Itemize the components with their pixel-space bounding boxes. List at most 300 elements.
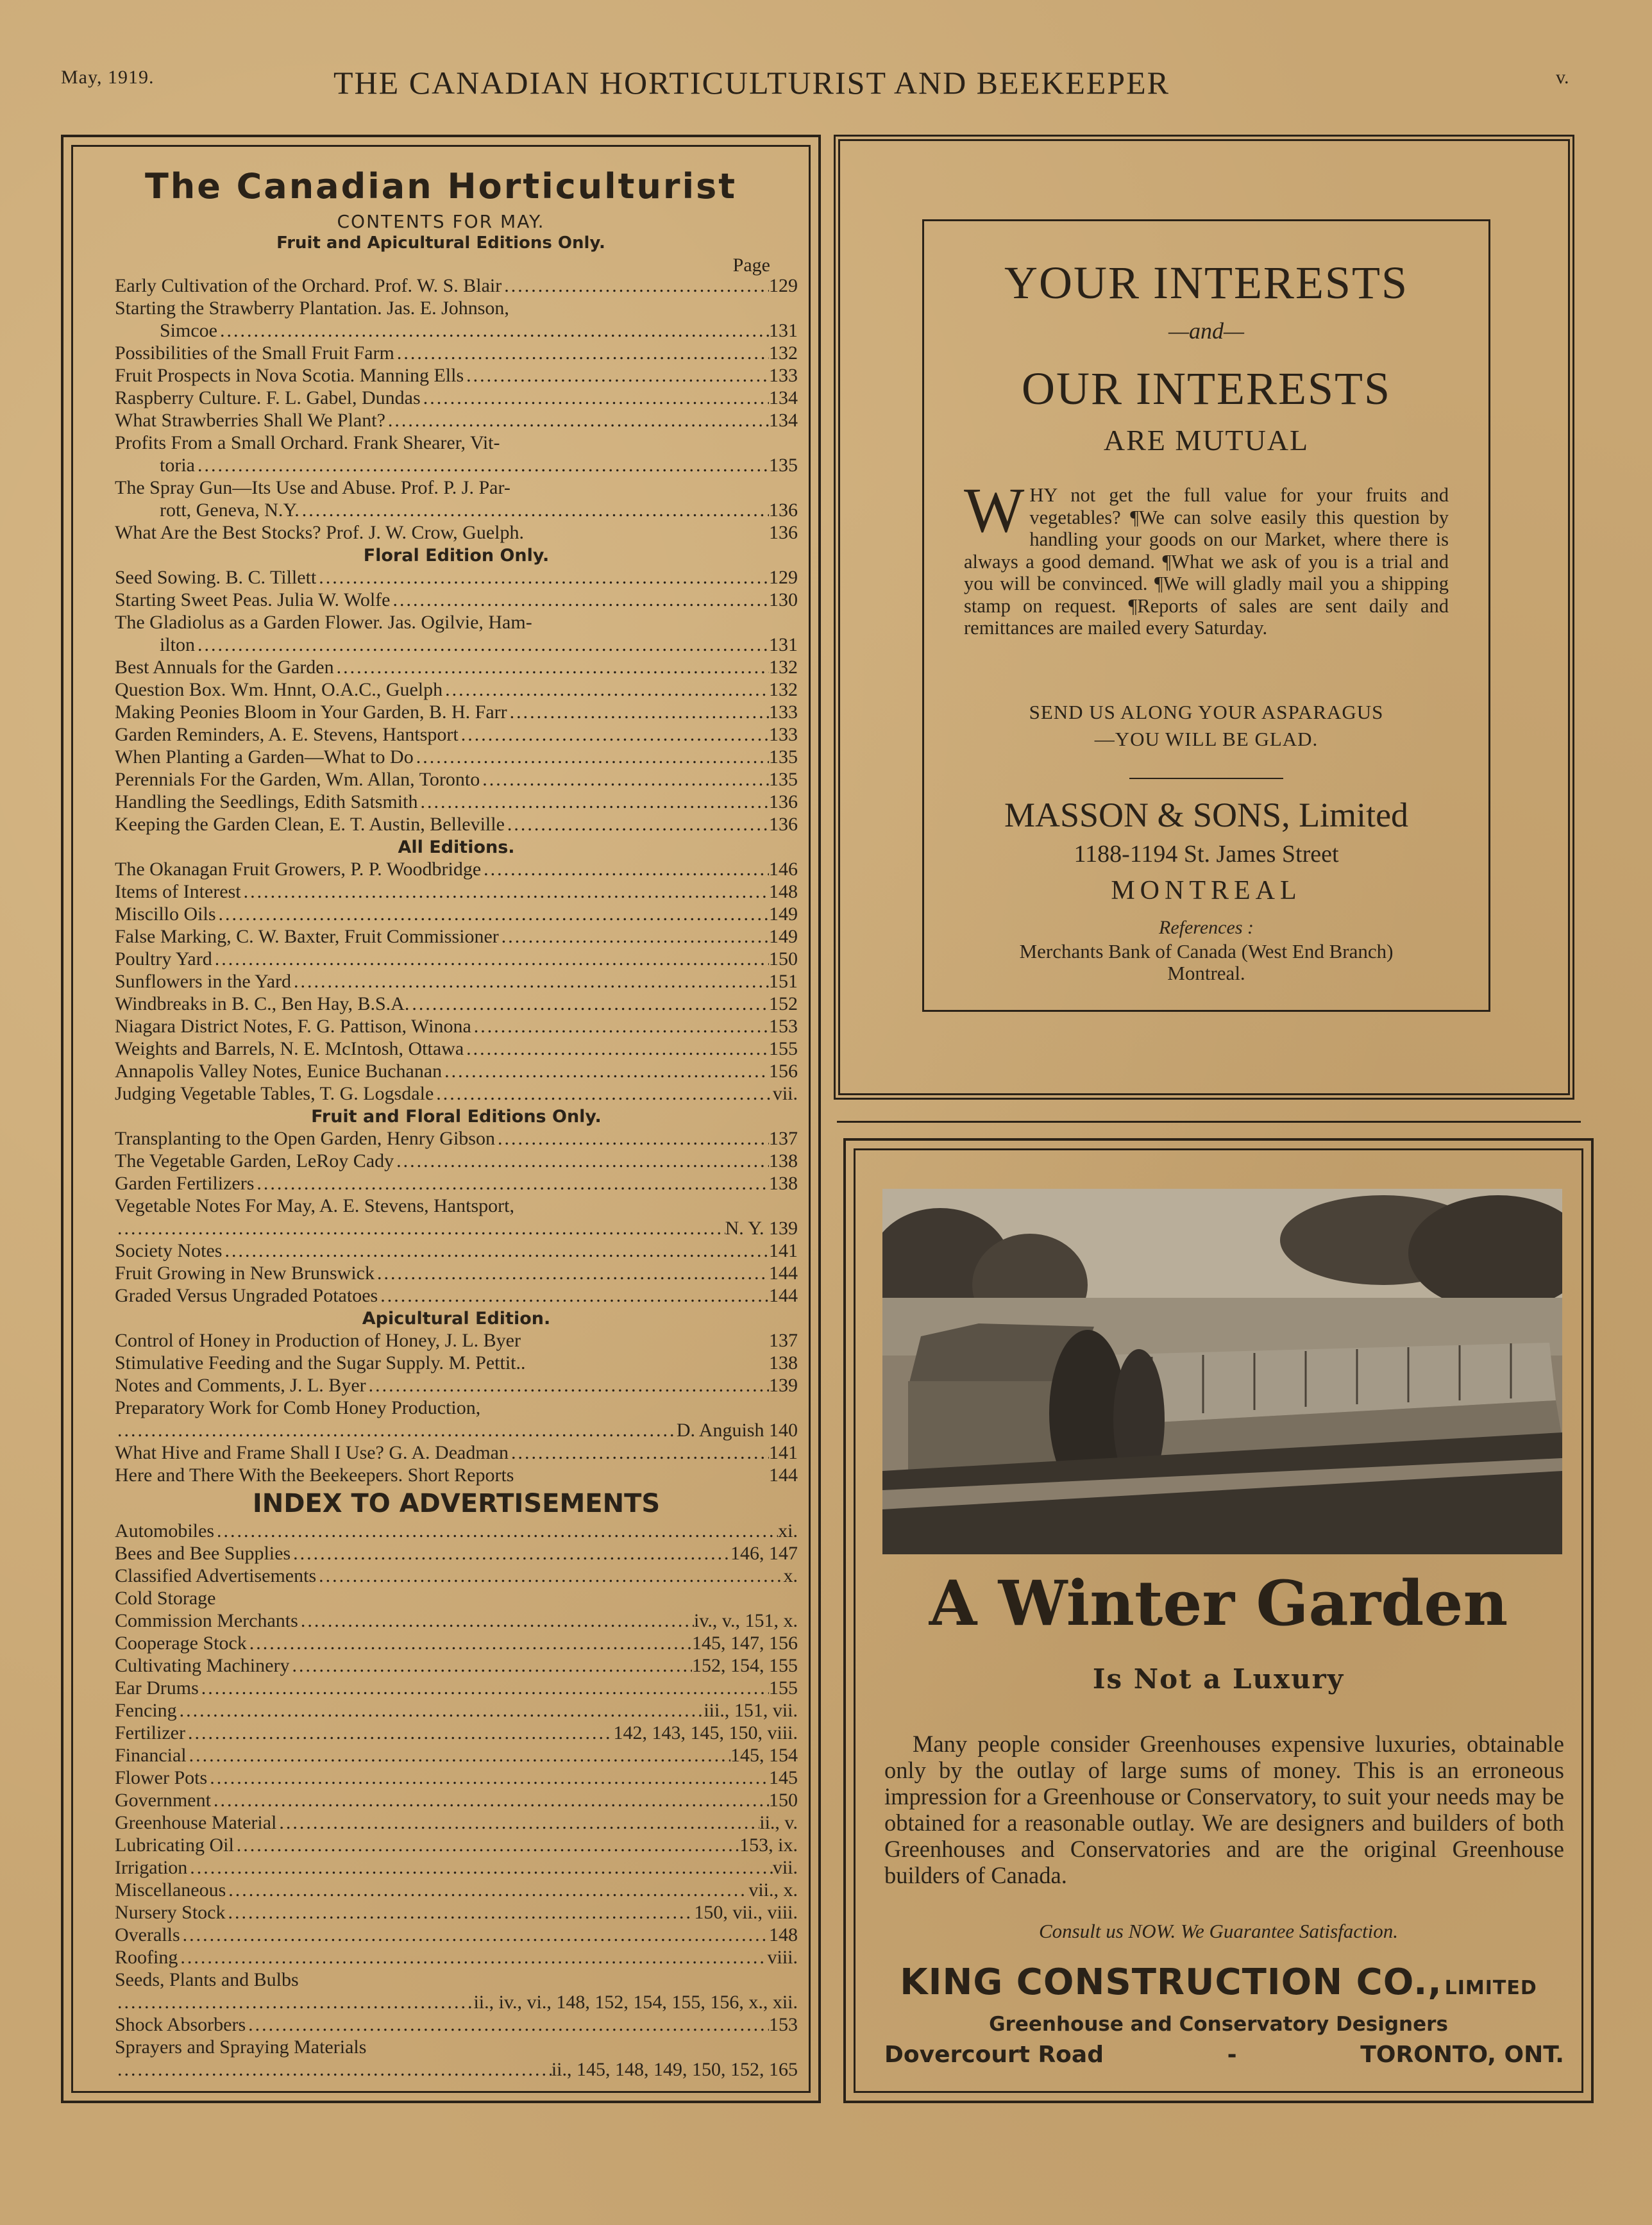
contents-entry-leader-dots	[459, 724, 769, 746]
contents-entry-leader-dots	[316, 567, 769, 589]
contents-entry	[115, 410, 798, 432]
contents-entry	[115, 275, 798, 298]
contents-entry-page: 146	[769, 859, 798, 880]
contents-entry-title: Graded Versus Ungraded Potatoes	[115, 1285, 378, 1306]
advertisement-index-entry-title: Greenhouse Material	[115, 1812, 277, 1833]
contents-entry-page: 152	[769, 993, 798, 1014]
advertisement-index-entry-leader-dots	[177, 1700, 704, 1722]
contents-entry	[115, 1465, 798, 1487]
advertisement-index-entry-leader-dots	[115, 1992, 473, 2013]
advertisement-index-heading: INDEX TO ADVERTISEMENTS	[252, 1489, 661, 1518]
advertisement-index-entry	[115, 1992, 798, 2014]
advertisement-index-entry-title: Commission Merchants	[115, 1610, 298, 1631]
contents-entry-leader-dots	[217, 320, 769, 342]
contents-entry-title: What Strawberries Shall We Plant?	[115, 410, 385, 431]
masson-firm-name: MASSON & SONS, Limited	[1004, 796, 1409, 834]
contents-entry-leader-dots	[222, 1240, 769, 1262]
advertisement-index-entry-title: Classified Advertisements	[115, 1565, 317, 1586]
king-address-row	[884, 2042, 1564, 2068]
contents-entry-page: 149	[769, 926, 798, 947]
contents-subtitle: CONTENTS FOR MAY.	[337, 211, 545, 232]
contents-entry	[115, 769, 798, 791]
contents-entry	[115, 724, 798, 746]
contents-section-heading: Fruit and Floral Editions Only.	[311, 1107, 602, 1127]
contents-entry-page: 129	[769, 275, 798, 296]
contents-entry-leader-dots	[212, 948, 769, 970]
contents-entry	[115, 1218, 798, 1240]
advertisement-index-entry-title: Seeds, Plants and Bulbs	[115, 1969, 299, 1990]
contents-entry-title: Sunflowers in the Yard	[115, 971, 291, 992]
contents-entry-page: 150	[769, 948, 798, 970]
advertisement-index-entry-page: 150, vii., viii.	[694, 1902, 798, 1923]
contents-entry-page: 131	[769, 634, 798, 655]
advertisement-index-entry-page: 145, 154	[730, 1745, 798, 1766]
masson-headline-3: ARE MUTUAL	[1103, 424, 1310, 457]
contents-title: The Canadian Horticulturist	[144, 166, 738, 206]
advertisement-index-entry-leader-dots	[207, 1767, 769, 1789]
contents-entry	[115, 1263, 798, 1285]
contents-entry	[115, 948, 798, 971]
advertisement-index-entry-page: 153, ix.	[739, 1835, 798, 1856]
contents-entry	[115, 791, 798, 814]
contents-entry-page: 138	[769, 1352, 798, 1373]
contents-entry	[115, 746, 798, 769]
advertisement-index-entry-leader-dots	[298, 1610, 694, 1632]
contents-entry-title: Seed Sowing. B. C. Tillett	[115, 567, 317, 588]
masson-advertisement	[834, 135, 1574, 1100]
advertisement-index-entry-leader-dots	[289, 1655, 692, 1677]
advertisement-index-entry-leader-dots	[187, 1745, 730, 1767]
advertisement-index-entry-leader-dots	[211, 1790, 769, 1811]
advertisement-index-entry-page: vii., x.	[748, 1879, 798, 1901]
advertisement-index-entry	[115, 1790, 798, 1812]
contents-entry-leader-dots	[334, 657, 769, 678]
contents-entry-title: Judging Vegetable Tables, T. G. Logsdale	[115, 1083, 434, 1104]
advertisement-index-entry	[115, 1588, 798, 1610]
advertisement-index-entry	[115, 1812, 798, 1835]
contents-entry-page: 133	[769, 724, 798, 745]
contents-entry	[115, 634, 798, 657]
advertisement-index-entry-title: Financial	[115, 1745, 187, 1766]
contents-entry	[115, 859, 798, 881]
contents-entry	[115, 342, 798, 365]
masson-headline-2: OUR INTERESTS	[1021, 363, 1392, 414]
masson-send-line-2: —YOU WILL BE GLAD.	[1094, 728, 1319, 750]
contents-entry	[115, 679, 798, 701]
contents-entry-page: 132	[769, 342, 798, 364]
king-body: Many people consider Greenhouses expensive luxuries, obtainable only by the outlay of large sums of money. This is an erroneous impression for a Greenhouse or Conservatory, to suit your needs may be obtained for a reasonable outlay. We are designers and builders of both Greenhouses and Conservatories and are the original Greenhouse builders of Canada.	[884, 1731, 1564, 1888]
advertisement-index-entry	[115, 1520, 798, 1543]
advertisement-index-entry	[115, 1947, 798, 1969]
contents-entry	[115, 971, 798, 993]
contents-entry	[115, 993, 798, 1016]
masson-bank: Merchants Bank of Canada (West End Branch)	[1019, 940, 1394, 962]
contents-section-heading: Floral Edition Only.	[363, 546, 550, 566]
contents-entry-page: 134	[769, 410, 798, 431]
contents-entry	[115, 1016, 798, 1038]
contents-entry	[115, 567, 798, 589]
king-firm-name: KING CONSTRUCTION CO.,	[900, 1961, 1442, 2003]
king-firm-line	[856, 1961, 1581, 2003]
contents-entry-leader-dots	[241, 881, 769, 903]
contents-entry-leader-dots	[414, 746, 769, 768]
contents-edition-note: Fruit and Apicultural Editions Only.	[276, 233, 605, 253]
journal-title: THE CANADIAN HORTICULTURIST AND BEEKEEPER	[333, 65, 1170, 101]
advertisement-index-entry-title: Overalls	[115, 1924, 180, 1945]
contents-entry	[115, 1442, 798, 1465]
contents-entry-leader-dots	[409, 993, 769, 1015]
advertisement-index-entry-title: Lubricating Oil	[115, 1835, 234, 1856]
contents-entry	[115, 1352, 798, 1375]
contents-entry-leader-dots	[442, 1061, 769, 1082]
contents-entry	[115, 500, 798, 522]
masson-drop-cap: W	[964, 474, 1025, 546]
contents-entry-title: rott, Geneva, N.Y.	[160, 500, 299, 521]
contents-entry-title: Here and There With the Beekeepers. Short Reports	[115, 1465, 514, 1486]
contents-entry-page: 133	[769, 365, 798, 386]
contents-entry-leader-dots	[366, 1375, 769, 1397]
king-description: Greenhouse and Conservatory Designers	[989, 2013, 1448, 2036]
contents-entry-page: 135	[769, 455, 798, 476]
advertisement-index-entry	[115, 1924, 798, 1947]
contents-entry-page: 136	[769, 500, 798, 521]
advertisement-index-entry-title: Ear Drums	[115, 1677, 199, 1699]
contents-entry	[115, 1420, 798, 1442]
contents-entry-title: Miscillo Oils	[115, 903, 216, 925]
contents-entry-page: 133	[769, 701, 798, 723]
contents-entry-leader-dots	[299, 500, 769, 521]
advertisement-index-entry	[115, 2036, 798, 2059]
king-dash: -	[1227, 2042, 1237, 2068]
contents-entry-page: 134	[769, 387, 798, 408]
advertisement-index-entry-page: 148	[769, 1924, 798, 1945]
contents-entry-page: 131	[769, 320, 798, 341]
masson-address: 1188-1194 St. James Street	[1074, 841, 1339, 868]
advertisement-index-entry-title: Cold Storage	[115, 1588, 216, 1609]
contents-entry-title: Fruit Growing in New Brunswick	[115, 1263, 375, 1284]
advertisement-index-entry-page: x.	[783, 1565, 798, 1586]
masson-headline-1: YOUR INTERESTS	[1004, 257, 1408, 308]
contents-entry	[115, 1038, 798, 1061]
contents-entry-leader-dots	[417, 791, 769, 813]
contents-entry-page: 139	[769, 1375, 798, 1396]
contents-entry	[115, 365, 798, 387]
king-headline: A Winter Garden	[929, 1567, 1508, 1640]
contents-entry-title: Items of Interest	[115, 881, 241, 902]
masson-and: —and—	[1168, 318, 1245, 344]
contents-entry-title: Simcoe	[160, 320, 217, 341]
contents-page-label: Page	[732, 255, 770, 276]
advertisement-index-entry	[115, 2014, 798, 2036]
contents-entry-leader-dots	[115, 1420, 677, 1441]
advertisement-index-entry-page: viii.	[767, 1947, 798, 1968]
advertisement-index-entry	[115, 1655, 798, 1677]
advertisement-index-entry-leader-dots	[185, 1722, 614, 1744]
contents-entry-title: Notes and Comments, J. L. Byer	[115, 1375, 366, 1396]
contents-entry-title: Raspberry Culture. F. L. Gabel, Dundas	[115, 387, 421, 408]
advertisement-index-entry	[115, 1543, 798, 1565]
king-firm-suffix: LIMITED	[1444, 1977, 1537, 1999]
contents-entry	[115, 589, 798, 612]
advertisement-index-entry-title: Fertilizer	[115, 1722, 185, 1743]
advertisement-index-entry-leader-dots	[291, 1543, 730, 1565]
advertisement-index-entry-title: Irrigation	[115, 1857, 188, 1878]
contents-entry	[115, 1150, 798, 1173]
contents-entry-page: 144	[769, 1263, 798, 1284]
advertisement-index-entry-title: Miscellaneous	[115, 1879, 226, 1901]
contents-entry-leader-dots	[481, 859, 769, 880]
advertisement-index-entry-leader-dots	[214, 1520, 778, 1542]
contents-entry-leader-dots	[291, 971, 769, 993]
contents-entry	[115, 1195, 798, 1218]
advertisement-index-entry-title: Roofing	[115, 1947, 178, 1968]
king-street: Dovercourt Road	[884, 2042, 1104, 2068]
advertisement-index-entry-page: 152, 154, 155	[692, 1655, 798, 1676]
advertisement-index-entry	[115, 1969, 798, 1992]
contents-entry-page: 141	[769, 1240, 798, 1261]
king-construction-advertisement	[843, 1138, 1594, 2103]
contents-entry	[115, 1285, 798, 1307]
contents-entry-title: Possibilities of the Small Fruit Farm	[115, 342, 394, 364]
advertisement-index-entry	[115, 1879, 798, 1902]
advertisement-index-entry-title: Cultivating Machinery	[115, 1655, 290, 1676]
advertisement-index-entry-page: ii., 145, 148, 149, 150, 152, 165	[551, 2059, 798, 2080]
contents-entry	[115, 455, 798, 477]
masson-send-line-1: SEND US ALONG YOUR ASPARAGUS	[1029, 701, 1384, 723]
contents-entry-leader-dots	[509, 1442, 769, 1464]
contents-entry-leader-dots	[471, 1016, 769, 1037]
contents-entry	[115, 1397, 798, 1420]
contents-entry	[115, 1240, 798, 1263]
advertisement-index-entry-title: Automobiles	[115, 1520, 214, 1541]
advertisement-index-entry	[115, 1722, 798, 1745]
masson-bank-city: Montreal.	[1167, 962, 1245, 984]
contents-entry-title: Best Annuals for the Garden	[115, 657, 334, 678]
king-city: TORONTO, ONT.	[1360, 2042, 1564, 2068]
advertisement-index-entry	[115, 1835, 798, 1857]
advertisement-index-entry	[115, 1633, 798, 1655]
contents-entry-page: 148	[769, 881, 798, 902]
greenhouse-photo-illustration	[882, 1189, 1562, 1554]
issue-date: May, 1919.	[61, 67, 155, 88]
contents-entry-title: Early Cultivation of the Orchard. Prof. W. S. Blair	[115, 275, 502, 296]
contents-entry-title: Vegetable Notes For May, A. E. Stevens, Hantsport,	[115, 1195, 514, 1216]
contents-entry-page: 137	[769, 1330, 798, 1351]
advertisement-index-entry-leader-dots	[187, 1857, 773, 1879]
advertisement-index-entry-title: Shock Absorbers	[115, 2014, 246, 2035]
advertisement-index-entry-page: 145, 147, 156	[692, 1633, 798, 1654]
contents-entry-page: 138	[769, 1173, 798, 1194]
contents-entry-leader-dots	[115, 1218, 725, 1239]
contents-entry-title: Control of Honey in Production of Honey, J. L. Byer	[115, 1330, 521, 1351]
contents-entry-title: Windbreaks in B. C., Ben Hay, B.S.A.	[115, 993, 410, 1014]
contents-entry-title: Poultry Yard	[115, 948, 212, 970]
contents-entry-title: Handling the Seedlings, Edith Satsmith	[115, 791, 418, 812]
contents-entry-page: 138	[769, 1150, 798, 1171]
masson-rule	[1129, 778, 1283, 779]
contents-entry-leader-dots	[394, 342, 769, 364]
advertisement-index-entry-leader-dots	[180, 1924, 769, 1946]
contents-entry-title: Starting Sweet Peas. Julia W. Wolfe	[115, 589, 391, 610]
advertisement-index-entry-title: Sprayers and Spraying Materials	[115, 2036, 367, 2058]
advertisement-index-entry	[115, 1745, 798, 1767]
contents-entry	[115, 432, 798, 455]
masson-inner-frame	[922, 219, 1490, 1012]
contents-entry-page: 151	[769, 971, 798, 992]
contents-entry-title: toria	[160, 455, 195, 476]
contents-entry-title: The Okanagan Fruit Growers, P. P. Woodbridge	[115, 859, 482, 880]
advertisement-index-entry-leader-dots	[199, 1677, 769, 1699]
contents-box	[61, 135, 821, 2103]
contents-entry-title: Garden Reminders, A. E. Stevens, Hantsport	[115, 724, 459, 745]
contents-entry	[115, 1128, 798, 1150]
contents-entry-leader-dots	[378, 1285, 769, 1307]
contents-entry-leader-dots	[385, 410, 769, 432]
advertisement-index-entry-title: Cooperage Stock	[115, 1633, 247, 1654]
contents-entry-page: 153	[769, 1016, 798, 1037]
contents-entry-title: Question Box. Wm. Hnnt, O.A.C., Guelph	[115, 679, 443, 700]
contents-entry	[115, 701, 798, 724]
advertisement-index-entry-page: xi.	[778, 1520, 798, 1541]
advertisement-index-entry-page: ii., iv., vi., 148, 152, 154, 155, 156, x., xii.	[473, 1992, 798, 2013]
contents-entry-title: The Spray Gun—Its Use and Abuse. Prof. P. J. Par-	[115, 477, 510, 498]
advertisement-index-entry-leader-dots	[234, 1835, 739, 1856]
advertisement-index-entry-leader-dots	[247, 1633, 692, 1654]
contents-entry-page: 135	[769, 746, 798, 768]
masson-references-label: References :	[1159, 917, 1254, 938]
advertisement-index-entry-page: 142, 143, 145, 150, viii.	[613, 1722, 798, 1743]
contents-entry-title: Society Notes	[115, 1240, 223, 1261]
advertisement-index-entry-page: iv., v., 151, x.	[694, 1610, 798, 1631]
advertisement-index-entry-leader-dots	[226, 1879, 748, 1901]
masson-city: MONTREAL	[1111, 876, 1302, 905]
contents-entry-title: Niagara District Notes, F. G. Pattison, Winona	[115, 1016, 471, 1037]
contents-entry	[115, 387, 798, 410]
advertisement-index-entry-page: ii., v.	[759, 1812, 798, 1833]
contents-entry-leader-dots	[254, 1173, 769, 1195]
advertisement-index-entry-page: 153	[769, 2014, 798, 2035]
contents-entry-leader-dots	[434, 1083, 773, 1105]
contents-entry-title: Profits From a Small Orchard. Frank Shearer, Vit-	[115, 432, 500, 453]
contents-entry	[115, 522, 798, 544]
advertisement-index-entry	[115, 1610, 798, 1633]
contents-entry-leader-dots	[394, 1150, 769, 1172]
contents-entry-title: Transplanting to the Open Garden, Henry Gibson	[115, 1128, 495, 1149]
contents-entry-leader-dots	[421, 387, 769, 409]
contents-entry-page: vii.	[772, 1083, 798, 1104]
advertisement-index-entry-title: Nursery Stock	[115, 1902, 226, 1923]
contents-entry-page: 129	[769, 567, 798, 588]
contents-entry	[115, 298, 798, 320]
advertisement-index-entry	[115, 1767, 798, 1790]
advertisement-index-entry	[115, 1857, 798, 1879]
contents-entry	[115, 926, 798, 948]
contents-entry-page: 136	[769, 791, 798, 812]
contents-entry	[115, 612, 798, 634]
contents-entry-title: Making Peonies Bloom in Your Garden, B. H. Farr	[115, 701, 507, 723]
contents-entry-title: Perennials For the Garden, Wm. Allan, Toronto	[115, 769, 480, 790]
contents-entry	[115, 320, 798, 342]
contents-entry	[115, 477, 798, 500]
contents-entry-title: The Vegetable Garden, LeRoy Cady	[115, 1150, 394, 1171]
advertisement-index-entry-page: 146, 147	[730, 1543, 798, 1564]
contents-entry-title: Stimulative Feeding and the Sugar Supply. M. Pettit..	[115, 1352, 526, 1373]
contents-entry	[115, 903, 798, 926]
contents-entry-page: 156	[769, 1061, 798, 1082]
contents-entry-title: Garden Fertilizers	[115, 1173, 255, 1194]
contents-entry-title: Preparatory Work for Comb Honey Production,	[115, 1397, 481, 1418]
contents-entry-page: 155	[769, 1038, 798, 1059]
contents-entry	[115, 1330, 798, 1352]
advertisement-index-entry-title: Flower Pots	[115, 1767, 208, 1788]
advertisement-index-entry-title: Government	[115, 1790, 211, 1811]
contents-entry-leader-dots	[499, 926, 769, 948]
contents-entry-leader-dots	[195, 634, 769, 656]
contents-entry-leader-dots	[464, 365, 769, 387]
masson-body	[964, 474, 1449, 639]
greenhouse-photo	[882, 1189, 1562, 1554]
table-of-contents	[115, 275, 798, 2081]
contents-entry-title: ilton	[160, 634, 196, 655]
advertisement-index-entry	[115, 1700, 798, 1722]
contents-entry-page: 136	[769, 814, 798, 835]
contents-entry-page: 137	[769, 1128, 798, 1149]
contents-entry	[115, 1083, 798, 1105]
contents-entry-page: 144	[769, 1285, 798, 1306]
contents-entry-title: Keeping the Garden Clean, E. T. Austin, Belleville	[115, 814, 505, 835]
contents-entry-page: 132	[769, 657, 798, 678]
contents-entry-leader-dots	[507, 701, 769, 723]
contents-entry-page: 141	[769, 1442, 798, 1463]
contents-entry-leader-dots	[505, 814, 769, 835]
contents-entry	[115, 1375, 798, 1397]
king-consult-line: Consult us NOW. We Guarantee Satisfaction.	[1038, 1920, 1399, 1942]
contents-entry	[115, 1061, 798, 1083]
advertisement-index-entry-leader-dots	[178, 1947, 767, 1969]
contents-entry-title: Fruit Prospects in Nova Scotia. Manning Ells	[115, 365, 464, 386]
contents-entry-leader-dots	[375, 1263, 769, 1284]
advertisement-index-entry	[115, 1677, 798, 1700]
advertisement-index-entry	[115, 1902, 798, 1924]
contents-entry-leader-dots	[495, 1128, 769, 1150]
advertisement-index-entry-leader-dots	[316, 1565, 783, 1587]
contents-entry-leader-dots	[501, 275, 769, 297]
advertisement-index-entry	[115, 2059, 798, 2081]
advertisement-index-entry-leader-dots	[246, 2014, 769, 2036]
contents-entry	[115, 657, 798, 679]
contents-entry-page: 135	[769, 769, 798, 790]
advertisement-index-entry	[115, 1565, 798, 1588]
contents-section-heading: All Editions.	[398, 837, 515, 857]
advertisement-index-entry-page: vii.	[772, 1857, 798, 1878]
contents-entry	[115, 881, 798, 903]
contents-entry-title: What Are the Best Stocks? Prof. J. W. Crow, Guelph.	[115, 522, 524, 543]
advertisement-index-entry-page: 155	[769, 1677, 798, 1699]
advertisement-index-entry-page: 150	[769, 1790, 798, 1811]
contents-entry-page: 132	[769, 679, 798, 700]
column-divider	[837, 1121, 1581, 1123]
advertisement-index-entry-leader-dots	[115, 2059, 552, 2081]
king-subheadline: Is Not a Luxury	[1092, 1663, 1345, 1695]
contents-entry-title: Weights and Barrels, N. E. McIntosh, Ottawa	[115, 1038, 464, 1059]
advertisement-index-entry-leader-dots	[276, 1812, 759, 1834]
contents-entry-page: 149	[769, 903, 798, 925]
advertisement-index-entry-title: Fencing	[115, 1700, 177, 1721]
advertisement-index-entry-title: Bees and Bee Supplies	[115, 1543, 291, 1564]
contents-entry-leader-dots	[195, 455, 769, 476]
contents-entry-leader-dots	[442, 679, 769, 701]
contents-entry-title: Annapolis Valley Notes, Eunice Buchanan	[115, 1061, 442, 1082]
